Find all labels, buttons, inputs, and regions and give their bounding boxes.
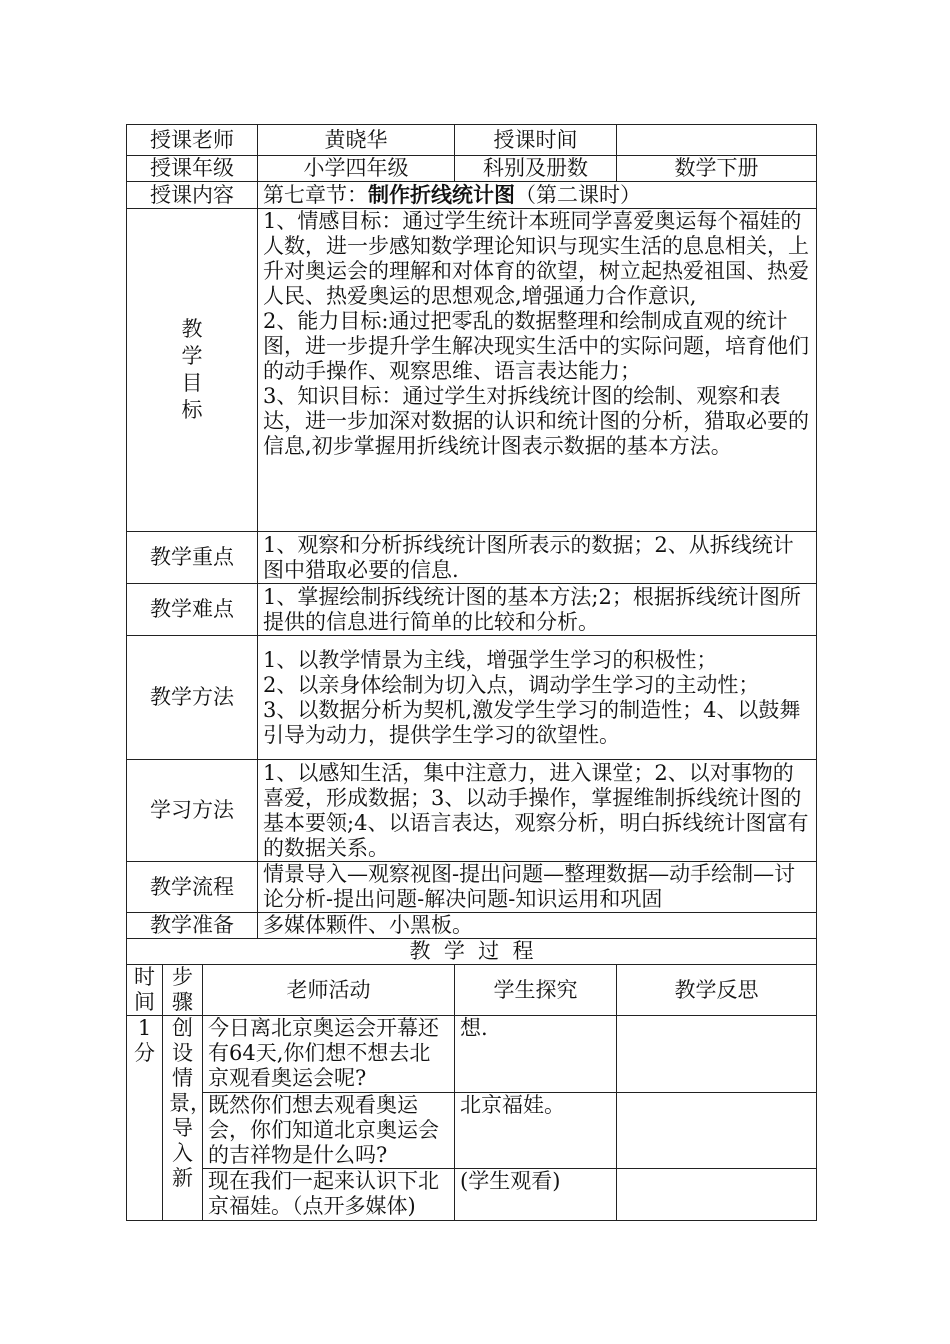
grade-value: 小学四年级 (258, 156, 455, 182)
prep-text: 多媒体颗件、小黑板。 (258, 913, 817, 939)
step-header: 步骤 (163, 965, 203, 1016)
content-suffix: （第二课时） (515, 183, 642, 207)
prep-row (127, 913, 817, 939)
student-explore-header: 学生探究 (455, 965, 617, 1016)
goals-label-char: 学 (181, 344, 203, 368)
reflection (617, 1093, 817, 1169)
prep-label: 教学准备 (127, 913, 258, 939)
process-row (127, 1016, 817, 1093)
methods-text (258, 636, 817, 760)
teacher-label: 授课老师 (127, 125, 258, 156)
study-methods-text: 1、以感知生活，集中注意力，进入课堂；2、以对事物的喜爱，形成数据；3、以动手操作，掌握维制拆线统计图的基本要领;4、以语言表达，观察分析，明白拆线统计图富有的数据关系。 (258, 760, 817, 862)
lesson-plan (126, 124, 816, 1221)
goals-label (127, 209, 258, 532)
flow-label: 教学流程 (127, 862, 258, 913)
student-explore: (学生观看) (455, 1169, 617, 1221)
key-points-text: 1、观察和分析拆线统计图所表示的数据；2、从拆线统计图中猎取必要的信息. (258, 532, 817, 584)
methods-row (127, 636, 817, 760)
process-title: 教 学 过 程 (127, 939, 817, 965)
teacher-activity: 现在我们一起来认识下北京福娃。（点开多媒体) (203, 1169, 455, 1221)
teacher-activity-header: 老师活动 (203, 965, 455, 1016)
time-cell: 1分 (127, 1016, 163, 1221)
method-line: 1、以教学情景为主线，增强学生学习的积极性； (263, 647, 718, 672)
reflection-header: 教学反思 (617, 965, 817, 1016)
content-label: 授课内容 (127, 182, 258, 209)
difficulties-label: 教学难点 (127, 584, 258, 636)
time-value (617, 125, 817, 156)
methods-label: 教学方法 (127, 636, 258, 760)
time-label: 授课时间 (455, 125, 617, 156)
teacher-row (127, 125, 817, 156)
difficulties-row (127, 584, 817, 636)
emotion-goal: 1、情感目标：通过学生统计本班同学喜爱奥运每个福娃的人数，进一步感知数学理论知识与现实生活的息息相关，上升对奥运会的理解和对体育的欲望，树立起热爱祖国、热爱人民、热爱奥运的思想观念,增强通力合作意识, (263, 209, 810, 308)
teacher-value: 黄晓华 (258, 125, 455, 156)
teacher-activity: 既然你们想去观看奥运会，你们知道北京奥运会的吉祥物是什么吗? (203, 1093, 455, 1169)
content-title: 制作折线统计图 (368, 182, 516, 207)
grade-row (127, 156, 817, 182)
goals-row (127, 209, 817, 532)
study-methods-label: 学习方法 (127, 760, 258, 862)
content-prefix: 第七章节： (263, 183, 369, 207)
student-explore: 想. (455, 1016, 617, 1093)
student-explore: 北京福娃。 (455, 1093, 617, 1169)
process-row (127, 1169, 817, 1221)
method-line: 3、以数据分析为契机,激发学生学习的制造性；4、以鼓舞引导为动力，提供学生学习的欲望性。 (263, 697, 801, 747)
subject-value: 数学下册 (617, 156, 817, 182)
reflection (617, 1169, 817, 1221)
grade-label: 授课年级 (127, 156, 258, 182)
content-value (258, 182, 817, 209)
reflection (617, 1016, 817, 1093)
process-title-row (127, 939, 817, 965)
teacher-activity: 今日离北京奥运会开幕还有64天,你们想不想去北京观看奥运会呢? (203, 1016, 455, 1093)
ability-goal: 2、能力目标:通过把零乱的数据整理和绘制成直观的统计图，进一步提升学生解决现实生活中的实际问题，培育他们的动手操作、观察思维、语言表达能力； (263, 309, 810, 383)
goals-label-char: 目 (181, 371, 203, 395)
time-header: 时间 (127, 965, 163, 1016)
lesson-plan-table (126, 124, 817, 1221)
content-row (127, 182, 817, 209)
subject-label: 科别及册数 (455, 156, 617, 182)
step-cell: 创设情景，导入新 (163, 1016, 203, 1221)
method-line: 2、以亲身体绘制为切入点，调动学生学习的主动性； (263, 672, 760, 697)
key-points-row (127, 532, 817, 584)
key-points-label: 教学重点 (127, 532, 258, 584)
difficulties-text: 1、掌握绘制拆线统计图的基本方法;2；根据拆线统计图所提供的信息进行简单的比较和分析。 (258, 584, 817, 636)
study-methods-row (127, 760, 817, 862)
knowledge-goal: 3、知识目标：通过学生对拆线统计图的绘制、观察和表达，进一步加深对数据的认识和统计图的分析，猎取必要的信息,初步掌握用折线统计图表示数据的基本方法。 (263, 384, 810, 458)
flow-text: 情景导入—观察视图-提出问题—整理数据—动手绘制—讨论分析-提出问题-解决问题-知识运用和巩固 (258, 862, 817, 913)
goals-label-char: 教 (181, 317, 203, 341)
goals-label-char: 标 (181, 398, 203, 422)
goals-text (258, 209, 817, 532)
process-row (127, 1093, 817, 1169)
process-header-row (127, 965, 817, 1016)
flow-row (127, 862, 817, 913)
